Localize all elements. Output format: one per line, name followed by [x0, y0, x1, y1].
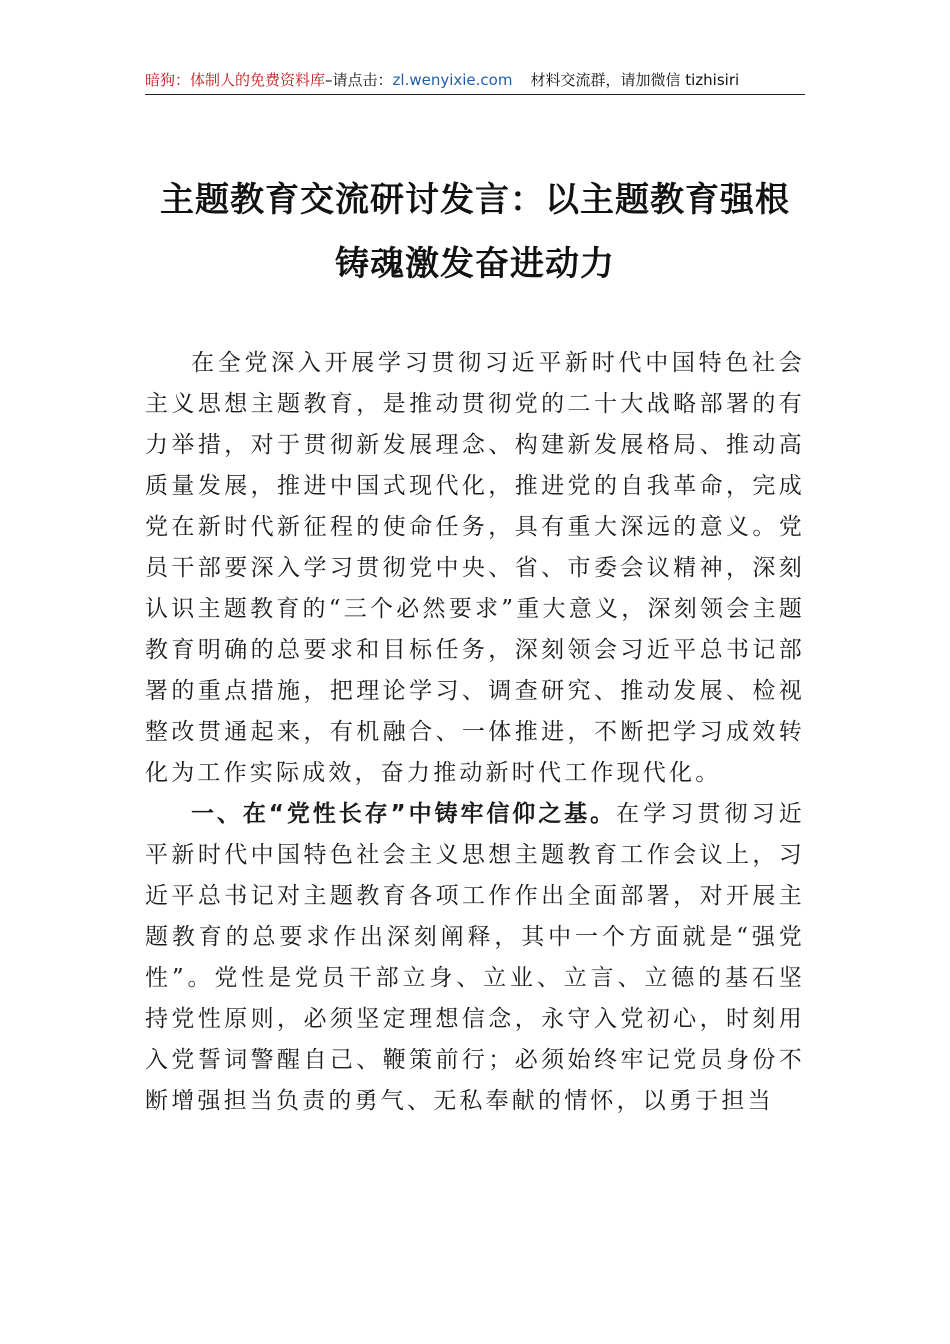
- header-banner: [145, 66, 805, 95]
- section-1-heading: 一、在“党性长存”中铸牢信仰之基。: [191, 801, 617, 827]
- paragraph-section-1: [145, 794, 805, 1122]
- header-group-note: 材料交流群，请加微信 tizhisiri: [530, 71, 740, 89]
- header-url-link[interactable]: zl.wenyixie.com: [392, 71, 513, 89]
- section-1-text: 在学习贯彻习近平新时代中国特色社会主义思想主题教育工作会议上，习近平总书记对主题教育各项工作作出全面部署，对开展主题教育的总要求作出深刻阐释，其中一个方面就是“强党性”。党性是党员干部立身、立业、立言、立德的基石坚持党性原则，必须坚定理想信念，永守入党初心，时刻用入党誓词警醒自己、鞭策前行；必须始终牢记党员身份不断增强担当负责的勇气、无私奉献的情怀，以勇于担当: [145, 801, 806, 1114]
- title-line-2: 铸魂激发奋进动力: [335, 244, 615, 284]
- header-click-prompt: –请点击：: [325, 71, 393, 89]
- document-title: [140, 168, 810, 296]
- header-brand: 暗狗：体制人的免费资料库: [145, 71, 326, 89]
- title-line-1: 主题教育交流研讨发言：以主题教育强根: [160, 180, 790, 220]
- document-body: [145, 343, 805, 1122]
- paragraph-intro: 在全党深入开展学习贯彻习近平新时代中国特色社会主义思想主题教育，是推动贯彻党的二十大战略部署的有力举措，对于贯彻新发展理念、构建新发展格局、推动高质量发展，推进中国式现代化，推进党的自我革命，完成党在新时代新征程的使命任务，具有重大深远的意义。党员干部要深入学习贯彻党中央、省、市委会议精神，深刻认识主题教育的“三个必然要求”重大意义，深刻领会主题教育明确的总要求和目标任务，深刻领会习近平总书记部署的重点措施，把理论学习、调查研究、推动发展、检视整改贯通起来，有机融合、一体推进，不断把学习成效转化为工作实际成效，奋力推动新时代工作现代化。: [145, 350, 805, 786]
